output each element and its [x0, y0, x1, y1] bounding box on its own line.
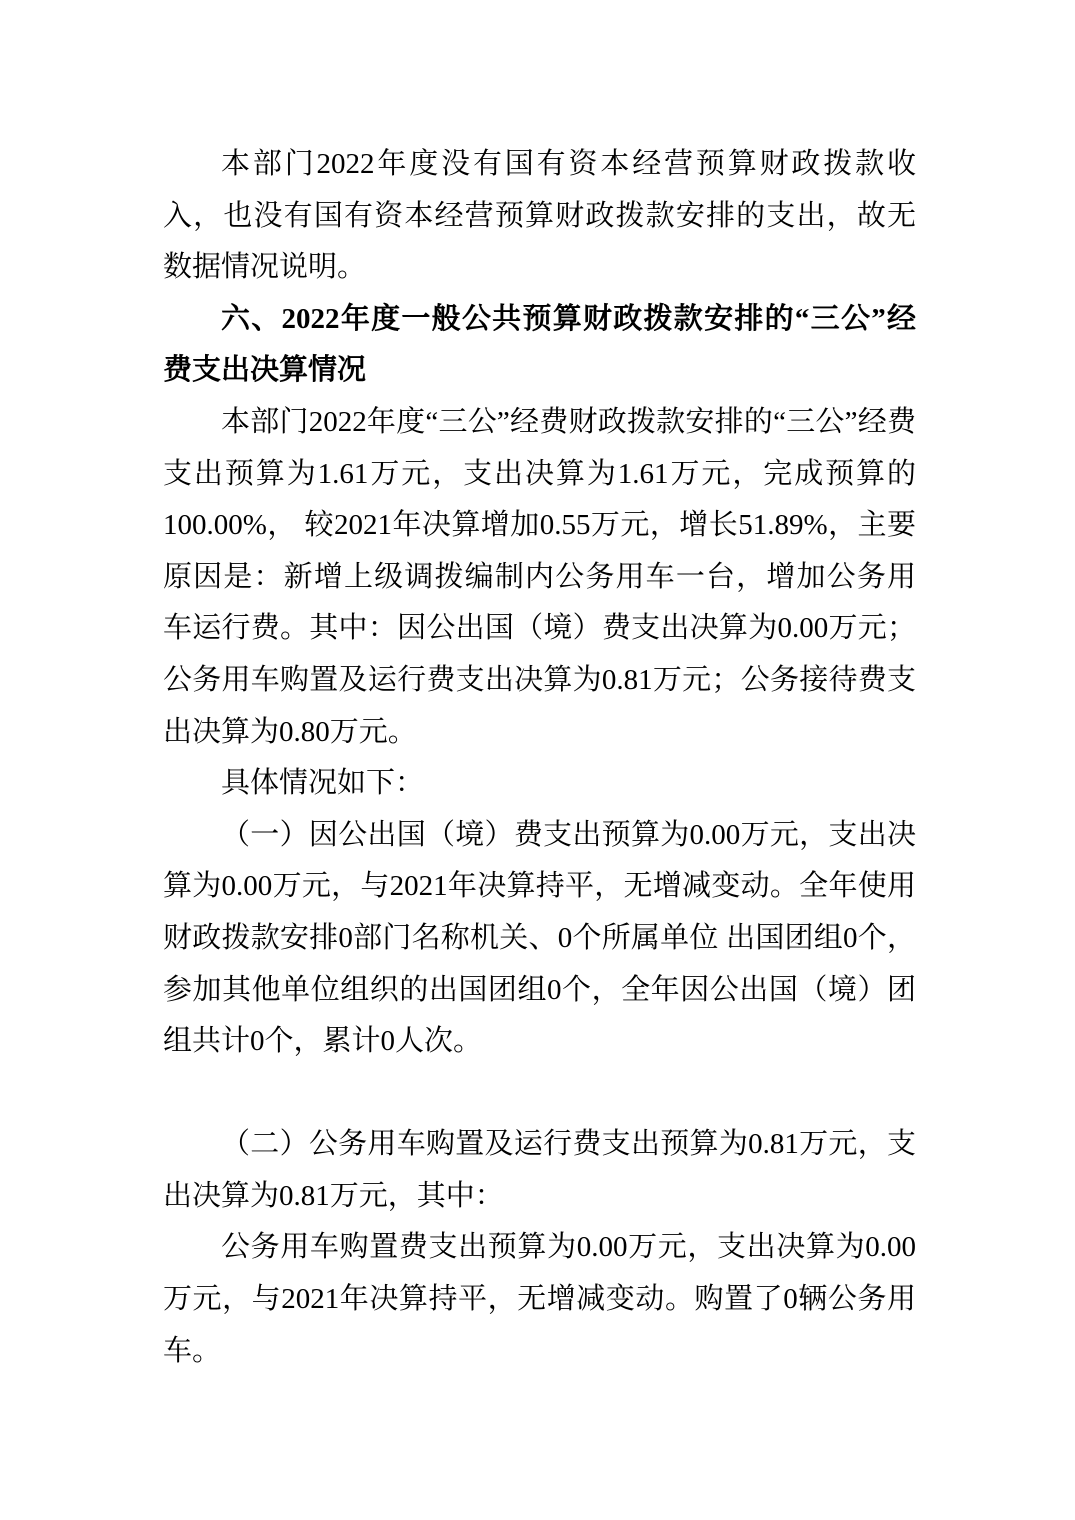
body-paragraph: （二）公务用车购置及运行费支出预算为0.81万元，支出决算为0.81万元，其中：: [163, 1128, 916, 1212]
body-paragraph: 本部门2022年度没有国有资本经营预算财政拨款收入，也没有国有资本经营预算财政拨款安排的支出，故无数据情况说明。: [163, 148, 916, 284]
body-paragraph: 公务用车购置费支出预算为0.00万元，支出决算为0.00万元，与2021年决算持平，无增减变动。购置了0辆公务用车。: [163, 1231, 916, 1367]
document-body: [163, 139, 916, 1377]
body-paragraph: 本部门2022年度“三公”经费财政拨款安排的“三公”经费支出预算为1.61万元，支出决算为1.61万元，完成预算的100.00%， 较2021年决算增加0.55万元，增长51.89%，主要原因是：新增上级调拨编制内公务用车一台，增加公务用车运行费。其中：因公出国（境）费支出决算为0.00万元；公务用车购置及运行费支出决算为0.81万元；公务接待费支出决算为0.80万元。: [163, 405, 916, 748]
body-paragraph: 具体情况如下：: [221, 767, 425, 800]
body-paragraph: （一）因公出国（境）费支出预算为0.00万元，支出决算为0.00万元，与2021年决算持平，无增减变动。全年使用财政拨款安排0部门名称机关、0个所属单位 出国团组0个，参加其他单位组织的出国团组0个，全年因公出国（境）团组共计0个，累计0人次。: [163, 818, 916, 1058]
blank-line: [163, 1068, 916, 1120]
section-heading: 六、2022年度一般公共预算财政拨款安排的“三公”经费支出决算情况: [163, 302, 916, 387]
